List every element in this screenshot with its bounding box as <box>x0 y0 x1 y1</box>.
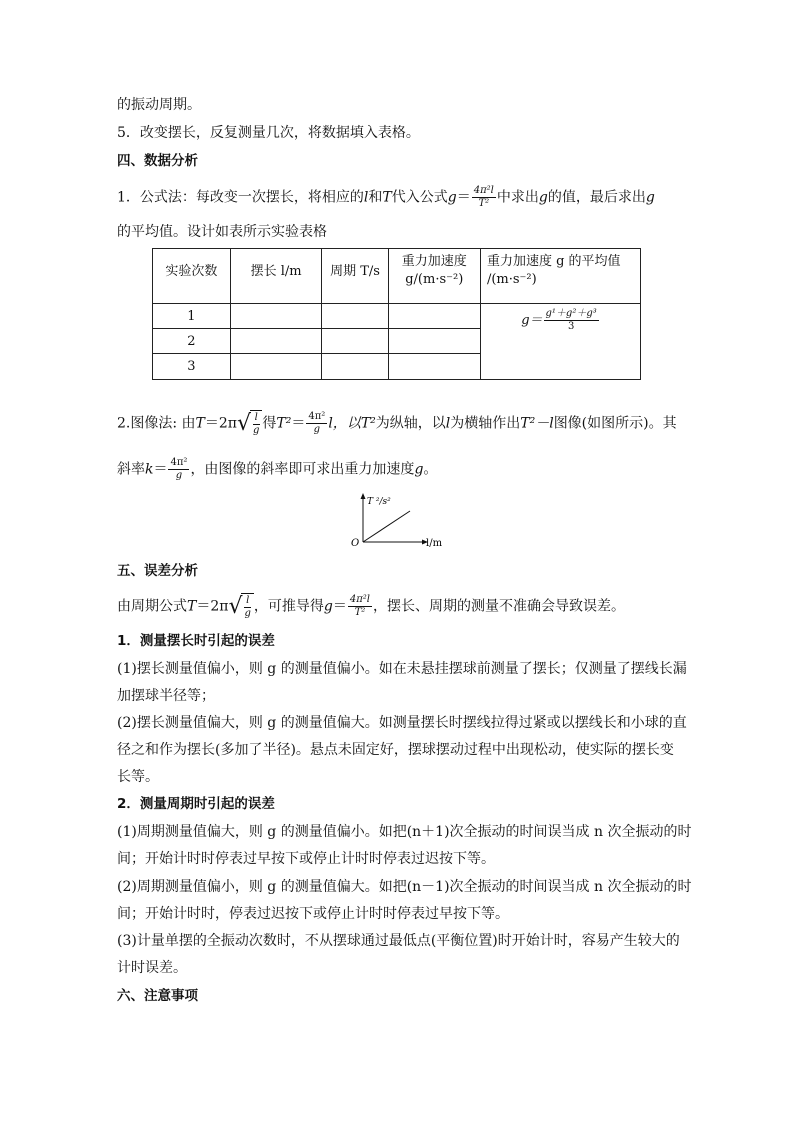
text-line: 间；开始计时时停表过早按下或停止计时时停表过迟按下等。 <box>117 851 495 867</box>
table-cell <box>388 304 480 329</box>
text-line: (3)计量单摆的全振动次数时，不从摆球通过最低点(平衡位置)时开始计时，容易产生较大的 <box>117 933 680 949</box>
table-cell <box>388 329 480 354</box>
graph-method-line: 2.图像法: 由T＝2π √ $\frac{l}{g}$ 得T²＝ $\frac{\text{4π²}}{g}$ l，以T²为纵轴，以l为横轴作出T²－l图像(如图所示)。其 <box>117 410 677 436</box>
text-line: 径之和作为摆长(多加了半径)。悬点未固定好，摆球摆动过程中出现松动，使实际的摆长变 <box>117 742 674 758</box>
text-line: 长等。 <box>117 769 159 785</box>
formula-fraction: $\frac{\text{4π²l}}{\text{T²}}$ <box>473 185 494 209</box>
text-line: 的振动周期。 <box>117 97 201 113</box>
t2-l-graph <box>348 490 448 548</box>
y-axis-arrow <box>361 493 366 499</box>
table-cell <box>230 304 322 329</box>
formula-method-line: 1．公式法：每改变一次摆长，将相应的l和T代入公式g＝ $\frac{\text{4π²l}}{\text{T²}}$ 中求出g的值，最后求出g <box>117 185 655 209</box>
table-row-label: 1 <box>153 304 231 329</box>
text-line: (1)周期测量值偏大，则 g 的测量值偏小。如把(n＋1)次全振动的时间误当成 n 次全振动的时 <box>117 824 692 840</box>
proportional-line <box>363 511 410 542</box>
period-formula-line: 由周期公式T＝2π √ $\frac{l}{g}$ ，可推导得g＝ $\frac{\text{4π²l}}{\text{T²}}$ ，摆长、周期的测量不准确会导致误差。 <box>117 593 626 619</box>
sqrt-expression: √ $\frac{l}{g}$ <box>237 410 262 437</box>
average-formula-cell: g＝ $\frac{\text{g¹＋g²＋g³}}{3}$ <box>480 304 640 380</box>
x-axis-label: l/m <box>426 538 443 548</box>
table-cell <box>322 329 388 354</box>
origin-label: O <box>351 538 360 548</box>
table-header: 重力加速度 g/(m·s⁻²) <box>388 249 480 304</box>
table-row-label: 2 <box>153 329 231 354</box>
table-row-label: 3 <box>153 354 231 380</box>
table-cell <box>230 354 322 380</box>
section-heading-precautions: 六、注意事项 <box>117 988 198 1004</box>
subheading-period-error: 2．测量周期时引起的误差 <box>117 796 275 812</box>
table-cell <box>230 329 322 354</box>
table-header: 重力加速度 g 的平均值 /(m·s⁻²) <box>480 249 640 304</box>
table-cell <box>322 304 388 329</box>
y-axis-label: T ²/s² <box>367 497 391 507</box>
text-line: 计时误差。 <box>117 960 187 976</box>
text-line: 的平均值。设计如表所示实验表格 <box>117 224 327 240</box>
section-heading-error-analysis: 五、误差分析 <box>117 563 198 579</box>
text-line: (2)周期测量值偏小，则 g 的测量值偏大。如把(n－1)次全振动的时间误当成 n 次全振动的时 <box>117 879 692 895</box>
table-header: 摆长 l/m <box>230 249 322 304</box>
table-header: 实验次数 <box>153 249 231 304</box>
text-line: (1)摆长测量值偏小，则 g 的测量值偏小。如在未悬挂摆球前测量了摆长；仅测量了摆线长漏 <box>117 661 687 677</box>
step-5: 5．改变摆长，反复测量几次，将数据填入表格。 <box>117 125 420 141</box>
slope-line: 斜率k＝ $\frac{\text{4π²}}{g}$ ，由图像的斜率即可求出重力加速度g。 <box>117 457 438 481</box>
table-header: 周期 T/s <box>322 249 388 304</box>
text-line: (2)摆长测量值偏大，则 g 的测量值偏大。如测量摆长时摆线拉得过紧或以摆线长和小球的直 <box>117 715 687 731</box>
table-cell <box>388 354 480 380</box>
text-line: 加摆球半径等； <box>117 688 215 704</box>
section-heading-data-analysis: 四、数据分析 <box>117 153 198 169</box>
text-line: 间；开始计时时，停表过迟按下或停止计时时停表过早按下等。 <box>117 906 509 922</box>
experiment-table <box>152 248 641 380</box>
subheading-length-error: 1．测量摆长时引起的误差 <box>117 633 275 649</box>
table-cell <box>322 354 388 380</box>
